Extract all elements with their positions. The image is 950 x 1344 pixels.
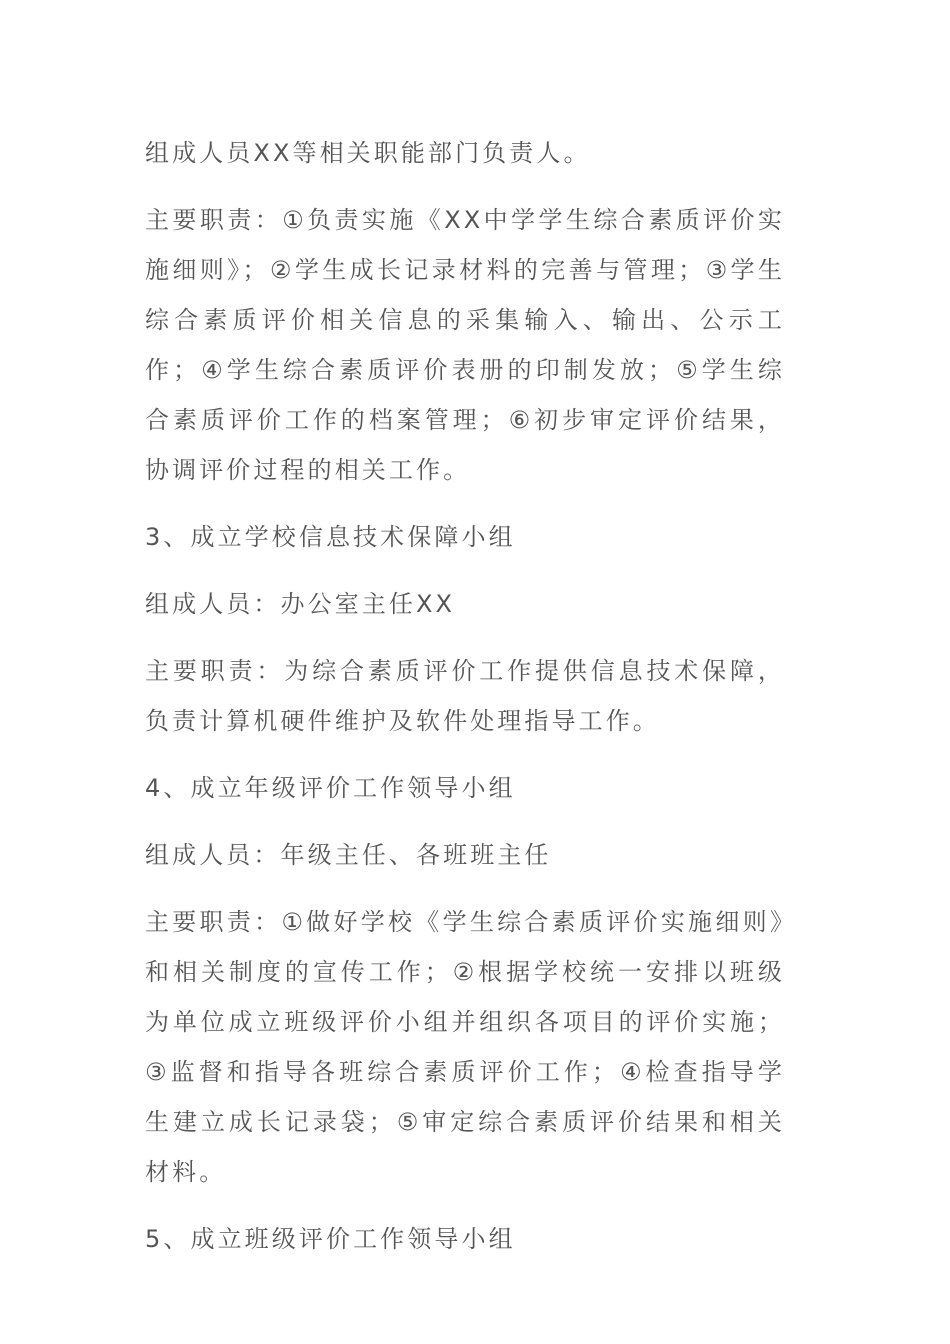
paragraph-duties-evaluation-office: 主要职责：①负责实施《XX中学学生综合素质评价实施细则》；②学生成长记录材料的完善与管理；③学生综合素质评价相关信息的采集输入、输出、公示工作；④学生综合素质评价表册的印制发放；⑤学生综合素质评价工作的档案管理；⑥初步审定评价结果，协调评价过程的相关工作。 <box>145 206 785 484</box>
paragraph-duties-grade-group: 主要职责：①做好学校《学生综合素质评价实施细则》和相关制度的宣传工作；②根据学校统一安排以班级为单位成立班级评价小组并组织各项目的评价实施；③监督和指导各班综合素质评价工作；④检查指导学生建立成长记录袋；⑤审定综合素质评价结果和相关材料。 <box>145 908 785 1186</box>
heading-grade-evaluation-group: 4、成立年级评价工作领导小组 <box>145 774 516 802</box>
paragraph-members-it-support: 组成人员：办公室主任XX <box>145 590 456 618</box>
paragraph-members-grade-group: 组成人员：年级主任、各班班主任 <box>145 841 552 869</box>
paragraph-duties-it-support: 主要职责：为综合素质评价工作提供信息技术保障，负责计算机硬件维护及软件处理指导工作。 <box>145 657 785 735</box>
document-page <box>145 128 785 1281</box>
heading-it-support-group: 3、成立学校信息技术保障小组 <box>145 523 516 551</box>
paragraph-members-departments: 组成人员XX等相关职能部门负责人。 <box>145 139 591 167</box>
heading-class-evaluation-group: 5、成立班级评价工作领导小组 <box>145 1225 516 1253</box>
